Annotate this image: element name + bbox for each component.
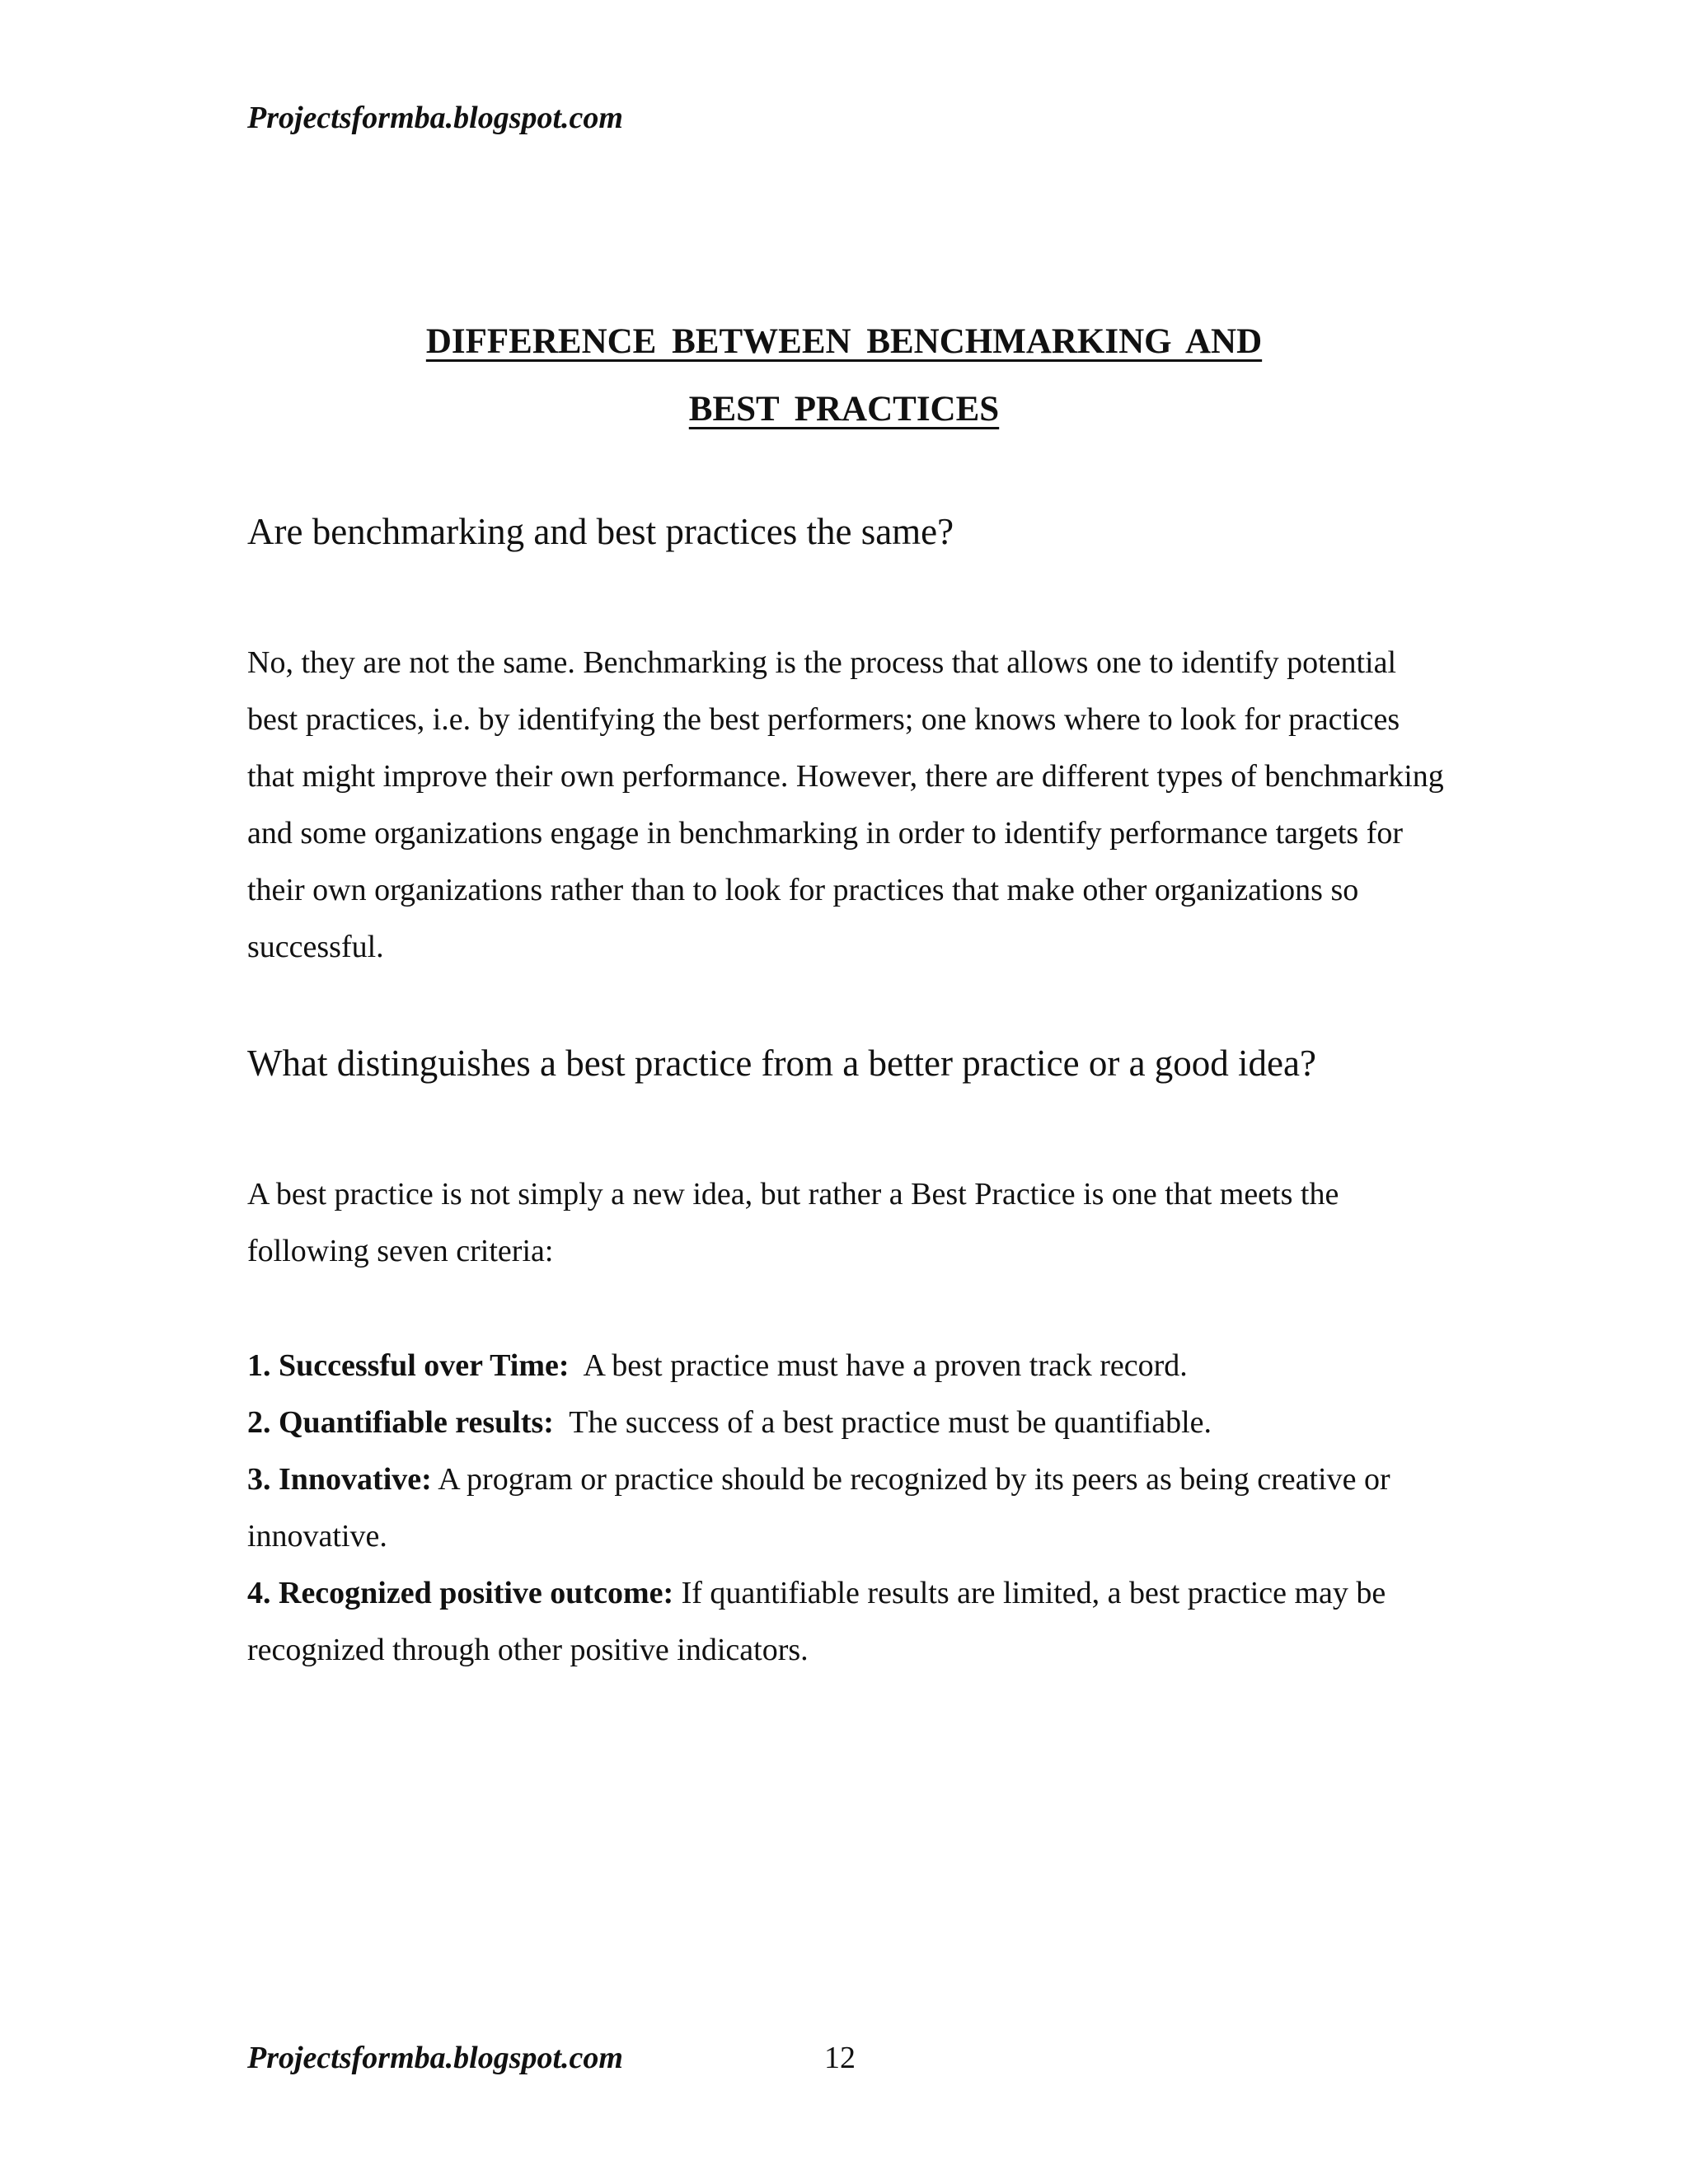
criterion-label: 4. Recognized positive outcome: [247, 1576, 674, 1610]
criterion-item [247, 1565, 1451, 1679]
criterion-text: A best practice must have a proven track record. [569, 1348, 1188, 1383]
criterion-item [247, 1338, 1451, 1394]
criterion-text: The success of a best practice must be quantifiable. [553, 1405, 1212, 1440]
criterion-text: If quantifiable results are limited, a best practice may be recognized through other positive indicators. [247, 1576, 1394, 1667]
section-2-question: What distinguishes a best practice from a better practice or a good idea? [247, 1043, 1316, 1084]
page-title-line-2: BEST PRACTICES [688, 390, 1000, 429]
criterion-label: 1. Successful over Time: [247, 1348, 570, 1383]
section-2-intro: A best practice is not simply a new idea, but rather a Best Practice is one that meets the following seven criteria: [247, 1177, 1339, 1268]
page-title-line-1: DIFFERENCE BETWEEN BENCHMARKING AND [425, 322, 1263, 361]
criterion-item [247, 1451, 1451, 1565]
criteria-list [247, 1338, 1451, 1679]
criterion-label: 3. Innovative: [247, 1462, 432, 1497]
criterion-text: A program or practice should be recognized by its peers as being creative or innovative. [247, 1462, 1399, 1554]
section-1-answer: No, they are not the same. Benchmarking is the process that allows one to identify potential best practices, i.e. by identifying the best performers; one knows where to look for practices that might improve their own performance. However, there are different types of benchmarking and some organizations engage in benchmarking in order to identify performance targets for their own organizations rather than to look for practices that make other organizations so successful. [247, 645, 1444, 964]
section-1-question: Are benchmarking and best practices the same? [247, 511, 954, 552]
page-number: 12 [824, 2041, 856, 2075]
criterion-item [247, 1394, 1451, 1451]
header-site-name: Projectsformba.blogspot.com [247, 101, 623, 135]
criterion-label: 2. Quantifiable results: [247, 1405, 554, 1440]
footer-site-name: Projectsformba.blogspot.com [247, 2041, 623, 2075]
